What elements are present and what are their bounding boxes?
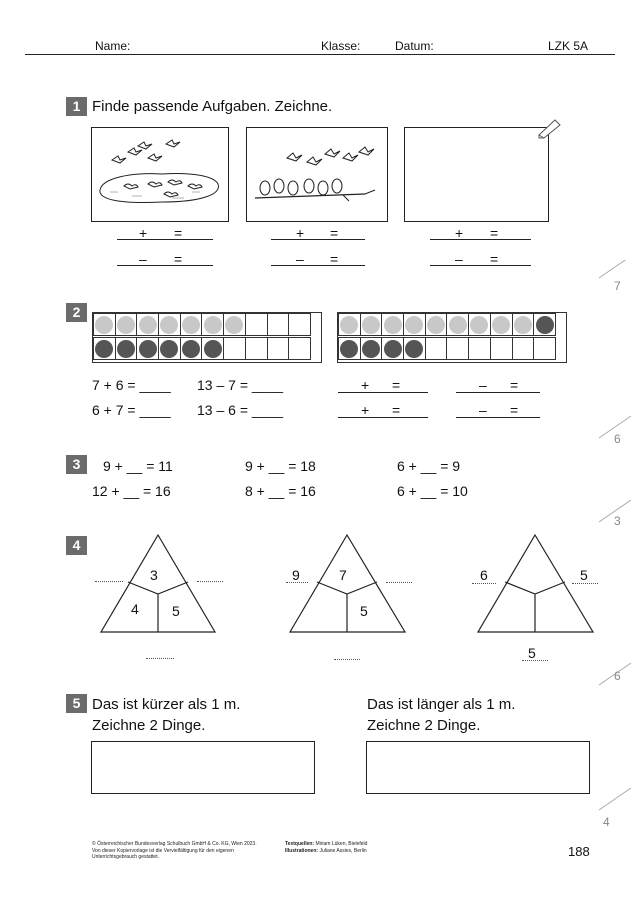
equals-sign: = [174, 225, 183, 241]
ten-frame-cell [446, 313, 469, 336]
ten-frame-left-bottom-row [93, 337, 310, 360]
plus-sign: + [296, 225, 305, 241]
task-3-number: 3 [66, 455, 87, 474]
counter-dark [139, 340, 157, 358]
footer-illustrations-label: Illustrationen: [285, 847, 319, 854]
ten-frame-cell [403, 337, 426, 360]
ten-frame-cell [158, 313, 181, 336]
equals-sign: = [174, 251, 183, 267]
counter-dark [362, 340, 380, 358]
plus-sign: + [361, 377, 370, 393]
ten-frame-left [92, 312, 322, 363]
footer-text-sources-label: Textquellen: [285, 841, 315, 847]
ten-frame-cell [381, 313, 404, 336]
ten-frame-cell [115, 313, 138, 336]
task-3-eq-r2c3: 6 + __ = 10 [397, 483, 468, 499]
ten-frame-cell [201, 313, 224, 336]
minus-sign: – [139, 251, 147, 267]
minus-sign: – [479, 402, 487, 418]
triangle-2-blank-left-line [286, 582, 308, 583]
counter-light [449, 316, 467, 334]
counter-light [427, 316, 445, 334]
task-3-eq-r1c3: 6 + __ = 9 [397, 458, 461, 474]
ten-frame-cell [468, 313, 491, 336]
ten-frame-cell [245, 313, 268, 336]
ten-frame-cell [338, 313, 361, 336]
task-5-draw-box-longer[interactable] [366, 741, 590, 794]
counter-light [405, 316, 423, 334]
ten-frame-cell [403, 313, 426, 336]
ten-frame-cell [136, 313, 159, 336]
task-5-left-text-2: Zeichne 2 Dinge. [92, 717, 206, 734]
counter-dark [340, 340, 358, 358]
page-number: 188 [568, 844, 590, 859]
ten-frame-left-top-row [93, 313, 310, 336]
ten-frame-cell [288, 337, 311, 360]
plus-sign: + [139, 225, 148, 241]
number-triangles [0, 530, 640, 670]
ten-frame-cell [533, 313, 556, 336]
ten-frame-right-bottom-row [338, 337, 555, 360]
task-5-number: 5 [66, 694, 87, 713]
ten-frame-cell [468, 337, 491, 360]
task-2-blank-plus-1[interactable] [338, 392, 428, 393]
ten-frame-cell [245, 337, 268, 360]
task-1-number: 1 [66, 97, 87, 116]
equals-sign: = [392, 402, 401, 418]
counter-light [139, 316, 157, 334]
triangle-3-line-left [472, 583, 496, 584]
ten-frame-cell [425, 337, 448, 360]
task-5-right-text-1: Das ist länger als 1 m. [367, 696, 516, 713]
ten-frame-cell [490, 313, 513, 336]
counter-light [204, 316, 222, 334]
counter-light [470, 316, 488, 334]
task-5-draw-box-shorter[interactable] [91, 741, 315, 794]
counter-dark [182, 340, 200, 358]
task-2-blank-minus-1[interactable] [456, 392, 540, 393]
counter-light [160, 316, 178, 334]
triangle-1-top: 3 [150, 567, 158, 583]
task-3-points: 3 [614, 514, 621, 528]
score-markers [595, 260, 635, 900]
ten-frame-cell [512, 337, 535, 360]
counter-dark [160, 340, 178, 358]
minus-sign: – [479, 377, 487, 393]
minus-sign: – [296, 251, 304, 267]
counter-dark [405, 340, 423, 358]
birds-branch-illustration [247, 128, 386, 220]
task-1-blank-minus-2[interactable] [271, 265, 365, 266]
ten-frame-cell [267, 313, 290, 336]
ten-frame-cell [267, 337, 290, 360]
plus-sign: + [455, 225, 464, 241]
task-1-title: Finde passende Aufgaben. Zeichne. [92, 98, 333, 115]
task-1-blank-minus-1[interactable] [117, 265, 213, 266]
task-4-points: 6 [614, 669, 621, 683]
footer-text-sources: Miriam Lüken, Bielefeld [315, 841, 368, 847]
picture-birds-branch [246, 127, 388, 222]
counter-dark [204, 340, 222, 358]
footer-illustrations: Juliane Assies, Berlin [319, 847, 367, 854]
triangle-3-outer-bottom: 5 [528, 645, 536, 661]
counter-dark [536, 316, 554, 334]
counter-light [384, 316, 402, 334]
ten-frame-cell [425, 313, 448, 336]
triangle-1-blank-left[interactable] [95, 581, 123, 582]
ten-frame-cell [490, 337, 513, 360]
triangle-2-blank-bottom[interactable] [334, 659, 360, 660]
task-1-points: 7 [614, 279, 621, 293]
ten-frame-cell [381, 337, 404, 360]
date-label: Datum: [395, 39, 434, 53]
task-2-eq-4: 13 – 6 = ____ [197, 402, 284, 418]
triangle-2-top: 7 [339, 567, 347, 583]
ten-frame-cell [446, 337, 469, 360]
equals-sign: = [490, 225, 499, 241]
task-2-eq-3: 6 + 7 = ____ [92, 402, 171, 418]
ten-frame-right-top-row [338, 313, 555, 336]
equals-sign: = [330, 251, 339, 267]
ten-frame-cell [223, 337, 246, 360]
footer-copyright-line-2: Von dieser Kopiervorlage ist die Vervielfältigung für den eigenen [92, 847, 234, 854]
triangle-3-line-bottom [522, 660, 548, 661]
triangle-1-left: 4 [131, 601, 139, 617]
triangle-1-blank-right[interactable] [197, 581, 223, 582]
task-2-number: 2 [66, 303, 87, 322]
task-4-number: 4 [66, 536, 87, 555]
task-1-blank-plus-2[interactable] [271, 239, 365, 240]
task-3-eq-r1c2: 9 + __ = 18 [245, 458, 316, 474]
ten-frame-cell [338, 337, 361, 360]
footer-copyright [92, 841, 292, 861]
triangle-2-blank-right[interactable] [386, 582, 412, 583]
counter-light [95, 316, 113, 334]
task-1-blank-plus-1[interactable] [117, 239, 213, 240]
equals-sign: = [490, 251, 499, 267]
counter-dark [117, 340, 135, 358]
triangle-3-outer-right: 5 [580, 567, 588, 583]
counter-light [225, 316, 243, 334]
equals-sign: = [510, 377, 519, 393]
ten-frame-cell [93, 313, 116, 336]
counter-light [362, 316, 380, 334]
task-2-points: 6 [614, 432, 621, 446]
task-5-points: 4 [603, 815, 610, 829]
counter-dark [95, 340, 113, 358]
header-divider [25, 54, 615, 55]
counter-light [492, 316, 510, 334]
triangle-1-blank-bottom[interactable] [146, 658, 174, 659]
equals-sign: = [330, 225, 339, 241]
ten-frame-cell [512, 313, 535, 336]
task-5-left-text-1: Das ist kürzer als 1 m. [92, 696, 241, 713]
ten-frame-cell [288, 313, 311, 336]
footer-copyright-line-1: © Österreichischer Bundesverlag Schulbuch GmbH & Co. KG, Wien 2023. [92, 841, 257, 847]
task-1-blank-plus-3[interactable] [430, 239, 531, 240]
birds-pond-illustration [92, 128, 227, 220]
ten-frame-cell [158, 337, 181, 360]
class-label: Klasse: [321, 39, 361, 53]
plus-sign: + [361, 402, 370, 418]
drawing-box-empty[interactable] [404, 127, 549, 222]
counter-light [117, 316, 135, 334]
task-3-eq-r1c1: 9 + __ = 11 [103, 458, 173, 474]
picture-birds-pond [91, 127, 229, 222]
triangle-2-right: 5 [360, 603, 368, 619]
ten-frame-cell [533, 337, 556, 360]
task-1-blank-minus-3[interactable] [430, 265, 531, 266]
counter-dark [384, 340, 402, 358]
counter-light [514, 316, 532, 334]
ten-frame-cell [201, 337, 224, 360]
pencil-icon [537, 117, 563, 139]
ten-frame-cell [115, 337, 138, 360]
minus-sign: – [455, 251, 463, 267]
counter-light [340, 316, 358, 334]
equals-sign: = [392, 377, 401, 393]
counter-light [182, 316, 200, 334]
task-2-eq-2: 13 – 7 = ____ [197, 377, 284, 393]
ten-frame-cell [360, 337, 383, 360]
ten-frame-cell [93, 337, 116, 360]
footer-credits [285, 841, 445, 854]
ten-frame-right [337, 312, 567, 363]
ten-frame-cell [136, 337, 159, 360]
triangle-3-outer-left: 6 [480, 567, 488, 583]
ten-frame-cell [180, 337, 203, 360]
ten-frame-cell [223, 313, 246, 336]
task-3-eq-r2c1: 12 + __ = 16 [92, 483, 171, 499]
triangle-1-right: 5 [172, 603, 180, 619]
triangle-2-outer-left: 9 [292, 567, 300, 583]
equals-sign: = [510, 402, 519, 418]
task-3-eq-r2c2: 8 + __ = 16 [245, 483, 316, 499]
task-2-blank-plus-2[interactable] [338, 417, 428, 418]
task-5-right-text-2: Zeichne 2 Dinge. [367, 717, 481, 734]
worksheet-code: LZK 5A [548, 39, 589, 53]
ten-frame-cell [360, 313, 383, 336]
footer-copyright-line-3: Unterrichtsgebrauch gestattet. [92, 854, 159, 860]
name-label: Name: [95, 39, 131, 53]
ten-frame-cell [180, 313, 203, 336]
task-2-blank-minus-2[interactable] [456, 417, 540, 418]
task-2-eq-1: 7 + 6 = ____ [92, 377, 171, 393]
